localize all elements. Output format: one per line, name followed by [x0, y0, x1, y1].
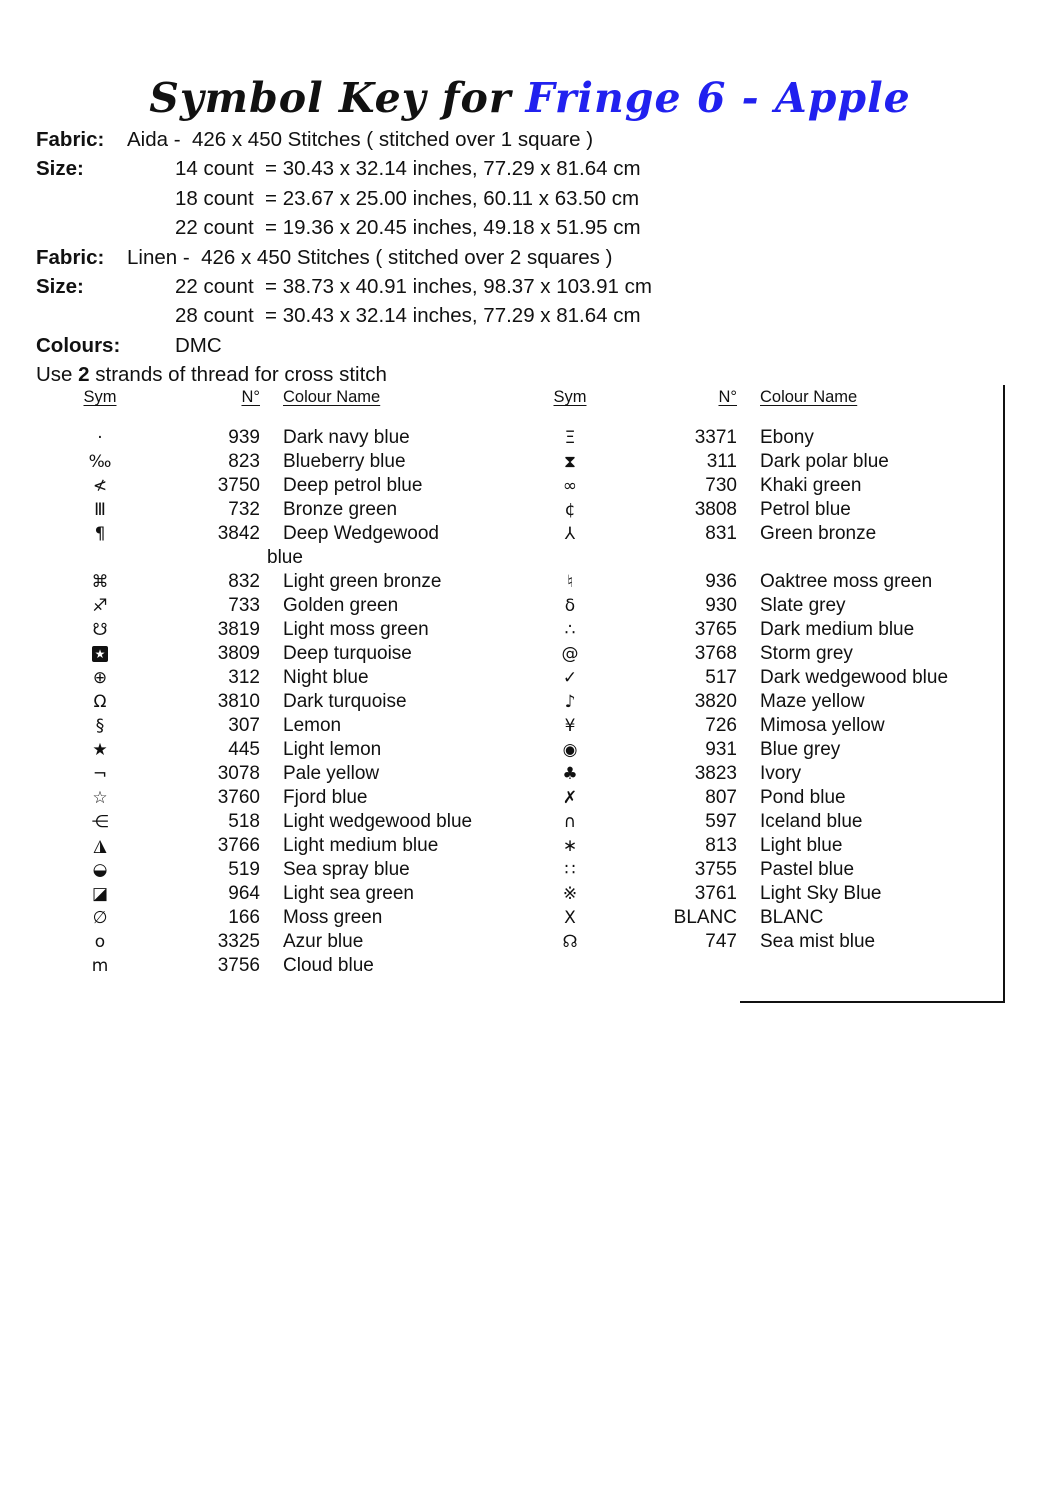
symbol-cell	[535, 595, 605, 617]
spec-value: Aida - 426 x 450 Stitches ( stitched over 1 square )	[127, 128, 594, 151]
colour-name-cell: Blue grey	[760, 739, 841, 760]
stitch-symbol-glyph: ☋	[92, 620, 108, 640]
stitch-symbol-glyph: ✓	[562, 668, 578, 688]
symbol-cell	[535, 931, 605, 953]
key-table-row	[0, 451, 1060, 475]
colour-name-cell: Oaktree moss green	[760, 571, 933, 592]
dmc-number-cell: 732	[228, 499, 260, 520]
colour-name-cell: Night blue	[283, 667, 369, 688]
stitch-symbol-glyph: ¢	[564, 500, 576, 520]
colour-name-cell: Slate grey	[760, 595, 846, 616]
stitch-symbol-glyph: ·	[97, 428, 103, 448]
colour-name-cell: Iceland blue	[760, 811, 863, 832]
colour-name-cell: Light sea green	[283, 883, 414, 904]
dmc-number-cell: 813	[705, 835, 737, 856]
symbol-cell	[535, 643, 605, 665]
stitch-symbol-glyph: ∗	[562, 836, 578, 856]
symbol-cell	[60, 811, 140, 833]
stitch-symbol-glyph: ☆	[92, 788, 108, 808]
stitch-symbol-glyph: ¶	[94, 524, 106, 544]
stitch-symbol-glyph: ※	[562, 884, 578, 904]
dmc-number-cell: 3766	[217, 835, 260, 856]
colour-name-cell: Bronze green	[283, 499, 398, 520]
spec-row	[36, 243, 1026, 272]
symbol-cell	[535, 451, 605, 473]
dmc-number-cell: 3809	[217, 643, 260, 664]
key-table-row	[0, 787, 1060, 811]
symbol-cell	[535, 619, 605, 641]
spec-row	[36, 272, 1026, 301]
colour-name-cell: Dark wedgewood blue	[760, 667, 949, 688]
dmc-number-cell: 931	[705, 739, 737, 760]
stitch-symbol-glyph: ◪	[91, 884, 109, 904]
colour-name-cell: Light Sky Blue	[760, 883, 882, 904]
symbol-cell	[60, 643, 140, 665]
key-table-row	[0, 739, 1060, 763]
key-table-row	[0, 859, 1060, 883]
dmc-number-cell: 939	[228, 427, 260, 448]
spec-row	[36, 213, 1026, 242]
stitch-symbol-glyph: ⋲	[91, 812, 109, 832]
key-table-row	[0, 427, 1060, 451]
colour-name-cell: Pale yellow	[283, 763, 380, 784]
colour-name-cell: Light lemon	[283, 739, 382, 760]
symbol-cell	[535, 907, 605, 929]
dmc-number-cell: 733	[228, 595, 260, 616]
symbol-cell	[60, 691, 140, 713]
symbol-cell	[535, 811, 605, 833]
spec-row	[36, 154, 1026, 183]
symbol-cell	[60, 907, 140, 929]
strands-note-suffix: strands of thread for cross stitch	[89, 363, 387, 387]
key-table-row	[0, 931, 1060, 955]
spec-label	[36, 301, 127, 330]
dmc-number-cell: 832	[228, 571, 260, 592]
colour-name-cell: Cloud blue	[283, 955, 374, 976]
stitch-symbol-glyph: ✗	[562, 788, 578, 808]
symbol-cell	[535, 835, 605, 857]
symbol-cell	[60, 931, 140, 953]
dmc-number-cell: 3325	[217, 931, 260, 952]
spec-row	[36, 184, 1026, 213]
stitch-symbol-glyph: o	[94, 932, 106, 952]
symbol-cell	[535, 667, 605, 689]
spec-block	[36, 125, 1026, 390]
dmc-number-cell: 930	[705, 595, 737, 616]
key-table-row	[0, 619, 1060, 643]
symbol-cell	[535, 499, 605, 521]
dmc-number-cell: 3810	[217, 691, 260, 712]
stitch-symbol-glyph: ∷	[564, 860, 576, 880]
symbol-cell	[60, 451, 140, 473]
colour-name-cell: Pond blue	[760, 787, 846, 808]
dmc-number-cell: 3842	[217, 523, 260, 544]
symbol-cell	[60, 619, 140, 641]
stitch-symbol-glyph: ★	[92, 740, 108, 760]
key-table-row	[0, 691, 1060, 715]
dmc-number-cell: 311	[706, 451, 737, 472]
stitch-symbol-glyph: ∞	[562, 476, 578, 496]
symbol-cell	[60, 427, 140, 449]
stitch-symbol-glyph: ◉	[562, 740, 578, 760]
dmc-number-cell: BLANC	[673, 907, 737, 928]
spec-row	[36, 331, 1026, 360]
dmc-number-cell: 517	[705, 667, 737, 688]
strands-note-count: 2	[78, 363, 90, 387]
key-table-row	[0, 499, 1060, 523]
stitch-symbol-glyph: ♐	[92, 596, 108, 616]
stitch-symbol-glyph: ⧗	[564, 452, 576, 472]
dmc-number-cell: 312	[228, 667, 260, 688]
stitch-symbol-glyph: ♮	[566, 572, 574, 592]
colour-name-cell: Light blue	[760, 835, 843, 856]
symbol-key-table	[0, 388, 1060, 979]
symbol-cell	[60, 763, 140, 785]
symbol-cell	[60, 883, 140, 905]
stitch-symbol-glyph: ∴	[564, 620, 576, 640]
key-table-header	[0, 388, 1060, 407]
symbol-cell	[535, 763, 605, 785]
stitch-symbol-glyph: Ξ	[564, 428, 576, 448]
key-table-row	[0, 475, 1060, 499]
colour-name-cell: Azur blue	[283, 931, 364, 952]
stitch-symbol-glyph: ☊	[562, 932, 578, 952]
spec-label: Size:	[36, 275, 84, 299]
colour-name-cell: Maze yellow	[760, 691, 865, 712]
colour-name-cell: Deep petrol blue	[283, 475, 423, 496]
symbol-cell	[60, 859, 140, 881]
symbol-cell	[60, 835, 140, 857]
symbol-cell	[535, 715, 605, 737]
colour-name-cell: Green bronze	[760, 523, 877, 544]
dmc-number-cell: 730	[705, 475, 737, 496]
stitch-symbol-glyph: ¥	[564, 716, 576, 736]
symbol-cell	[535, 571, 605, 593]
stitch-symbol-glyph: ♪	[564, 692, 576, 712]
stitch-symbol-glyph: ⅄	[564, 524, 576, 544]
colour-name-cell: BLANC	[760, 907, 824, 928]
key-table-row	[0, 667, 1060, 691]
key-table-row	[0, 883, 1060, 907]
colour-name-cell: Dark turquoise	[283, 691, 407, 712]
colour-name-cell: blue	[267, 547, 303, 568]
key-table-row	[0, 907, 1060, 931]
colour-name-cell: Ebony	[760, 427, 814, 448]
colour-name-cell: Deep turquoise	[283, 643, 412, 664]
colour-name-cell: Pastel blue	[760, 859, 855, 880]
symbol-cell	[60, 475, 140, 497]
symbol-cell	[60, 715, 140, 737]
dmc-number-cell: 518	[228, 811, 260, 832]
stitch-symbol-glyph: ¬	[92, 764, 108, 784]
spec-label: Fabric:	[36, 245, 105, 269]
dmc-number-cell: 747	[705, 931, 737, 952]
dmc-number-cell: 3823	[694, 763, 737, 784]
symbol-cell	[60, 571, 140, 593]
colour-name-cell: Deep Wedgewood	[283, 523, 439, 544]
stitch-symbol-glyph: ∅	[92, 908, 108, 928]
stitch-symbol-glyph: ◮	[93, 836, 107, 856]
key-rows	[0, 427, 1060, 979]
key-table-row	[0, 835, 1060, 859]
symbol-cell	[535, 859, 605, 881]
spec-row	[36, 125, 1026, 154]
colour-name-cell: Lemon	[283, 715, 342, 736]
spec-label: Fabric:	[36, 128, 105, 151]
spec-value: 22 count = 38.73 x 40.91 inches, 98.37 x 103.91 cm	[175, 275, 652, 299]
symbol-cell	[60, 955, 140, 977]
stitch-symbol-glyph: δ	[564, 596, 576, 616]
colour-name-cell: Light green bronze	[283, 571, 442, 592]
dmc-number-cell: 3765	[694, 619, 737, 640]
stitch-symbol-glyph: ◒	[92, 860, 108, 880]
colour-name-cell: Petrol blue	[760, 499, 851, 520]
stitch-symbol-glyph: ⌘	[91, 572, 109, 592]
colour-name-cell: Sea mist blue	[760, 931, 876, 952]
stitch-symbol-glyph: Ⅲ	[94, 500, 106, 520]
colour-name-cell: Khaki green	[760, 475, 862, 496]
colour-name-cell: Dark polar blue	[760, 451, 889, 472]
symbol-cell	[535, 475, 605, 497]
header-number-left: N°	[241, 388, 260, 406]
colour-name-cell: Golden green	[283, 595, 399, 616]
dmc-number-cell: 445	[228, 739, 260, 760]
header-number-right: N°	[718, 388, 737, 406]
stitch-symbol-glyph: Ω	[93, 692, 107, 712]
spec-rows	[36, 125, 1026, 360]
colour-name-cell: Ivory	[760, 763, 802, 784]
symbol-cell	[60, 595, 140, 617]
strands-note	[36, 360, 1026, 389]
dmc-number-cell: 3760	[217, 787, 260, 808]
dmc-number-cell: 3750	[217, 475, 260, 496]
symbol-cell	[60, 739, 140, 761]
symbol-cell	[535, 787, 605, 809]
dmc-number-cell: 3819	[217, 619, 260, 640]
dmc-number-cell: 307	[228, 715, 260, 736]
table-bottom-border	[740, 1001, 1005, 1003]
stitch-symbol-glyph: @	[561, 644, 579, 664]
colour-name-cell: Storm grey	[760, 643, 853, 664]
dmc-number-cell: 597	[705, 811, 737, 832]
dmc-number-cell: 3371	[694, 427, 737, 448]
symbol-cell	[60, 667, 140, 689]
header-sym-left: Sym	[83, 388, 117, 406]
spec-label: Size:	[36, 157, 84, 181]
stitch-symbol-glyph: m	[91, 956, 109, 976]
header-colour-name-right: Colour Name	[760, 388, 858, 406]
key-table-row	[0, 595, 1060, 619]
key-table-row	[0, 547, 1060, 571]
dmc-number-cell: 964	[228, 883, 260, 904]
dmc-number-cell: 3768	[694, 643, 737, 664]
spec-value: 14 count = 30.43 x 32.14 inches, 77.29 x 81.64 cm	[175, 157, 641, 181]
symbol-cell	[535, 523, 605, 545]
symbol-cell	[60, 499, 140, 521]
dmc-number-cell: 3078	[217, 763, 260, 784]
stitch-symbol-glyph: ‰	[88, 452, 112, 472]
dmc-number-cell: 519	[228, 859, 260, 880]
symbol-cell	[535, 739, 605, 761]
page-title-black: Symbol Key for	[149, 74, 512, 122]
dmc-number-cell: 831	[705, 523, 737, 544]
key-table-row	[0, 811, 1060, 835]
stitch-symbol-glyph: §	[95, 716, 105, 736]
stitch-symbol-glyph: ♣	[562, 764, 578, 784]
dmc-number-cell: 3808	[694, 499, 737, 520]
spec-value: Linen - 426 x 450 Stitches ( stitched over 2 squares )	[127, 245, 613, 269]
dmc-number-cell: 3820	[694, 691, 737, 712]
header-colour-name-left: Colour Name	[283, 388, 381, 406]
colour-name-cell: Light moss green	[283, 619, 429, 640]
key-table-row	[0, 571, 1060, 595]
spec-label: Colours:	[36, 333, 121, 357]
key-table-row	[0, 955, 1060, 979]
stitch-symbol-glyph: ⊕	[92, 668, 108, 688]
key-table-row	[0, 763, 1060, 787]
colour-name-cell: Moss green	[283, 907, 383, 928]
spec-label	[36, 213, 127, 242]
key-table-row	[0, 523, 1060, 547]
colour-name-cell: Mimosa yellow	[760, 715, 885, 736]
colour-name-cell: Blueberry blue	[283, 451, 406, 472]
page-title	[0, 74, 1060, 122]
stitch-symbol-glyph: X	[564, 908, 576, 928]
spec-value: 28 count = 30.43 x 32.14 inches, 77.29 x 81.64 cm	[175, 304, 641, 328]
symbol-cell	[60, 787, 140, 809]
dmc-number-cell: 3761	[694, 883, 737, 904]
key-table-row	[0, 715, 1060, 739]
symbol-cell	[535, 691, 605, 713]
stitch-symbol-glyph: ★	[92, 646, 108, 662]
strands-note-prefix: Use	[36, 363, 79, 387]
table-right-border	[1003, 385, 1005, 1003]
colour-name-cell: Light wedgewood blue	[283, 811, 473, 832]
spec-value: DMC	[175, 333, 222, 357]
colour-name-cell: Sea spray blue	[283, 859, 410, 880]
spec-row	[36, 301, 1026, 330]
spec-label	[36, 184, 127, 213]
page-title-pattern-name: Fringe 6 - Apple	[525, 74, 911, 122]
stitch-symbol-glyph: ∩	[563, 812, 577, 832]
colour-name-cell: Dark navy blue	[283, 427, 410, 448]
dmc-number-cell: 726	[705, 715, 737, 736]
header-sym-right: Sym	[553, 388, 587, 406]
stitch-symbol-glyph: ≮	[92, 476, 108, 496]
symbol-cell	[60, 523, 140, 545]
spec-value: 18 count = 23.67 x 25.00 inches, 60.11 x 63.50 cm	[175, 186, 640, 210]
dmc-number-cell: 807	[705, 787, 737, 808]
dmc-number-cell: 936	[705, 571, 737, 592]
colour-name-cell: Fjord blue	[283, 787, 368, 808]
key-table-row	[0, 643, 1060, 667]
symbol-cell	[535, 427, 605, 449]
spec-value: 22 count = 19.36 x 20.45 inches, 49.18 x 51.95 cm	[175, 216, 641, 240]
colour-name-cell: Dark medium blue	[760, 619, 915, 640]
colour-name-cell: Light medium blue	[283, 835, 439, 856]
dmc-number-cell: 823	[228, 451, 260, 472]
dmc-number-cell: 3755	[694, 859, 737, 880]
symbol-cell	[535, 883, 605, 905]
dmc-number-cell: 3756	[217, 955, 260, 976]
dmc-number-cell: 166	[228, 907, 260, 928]
